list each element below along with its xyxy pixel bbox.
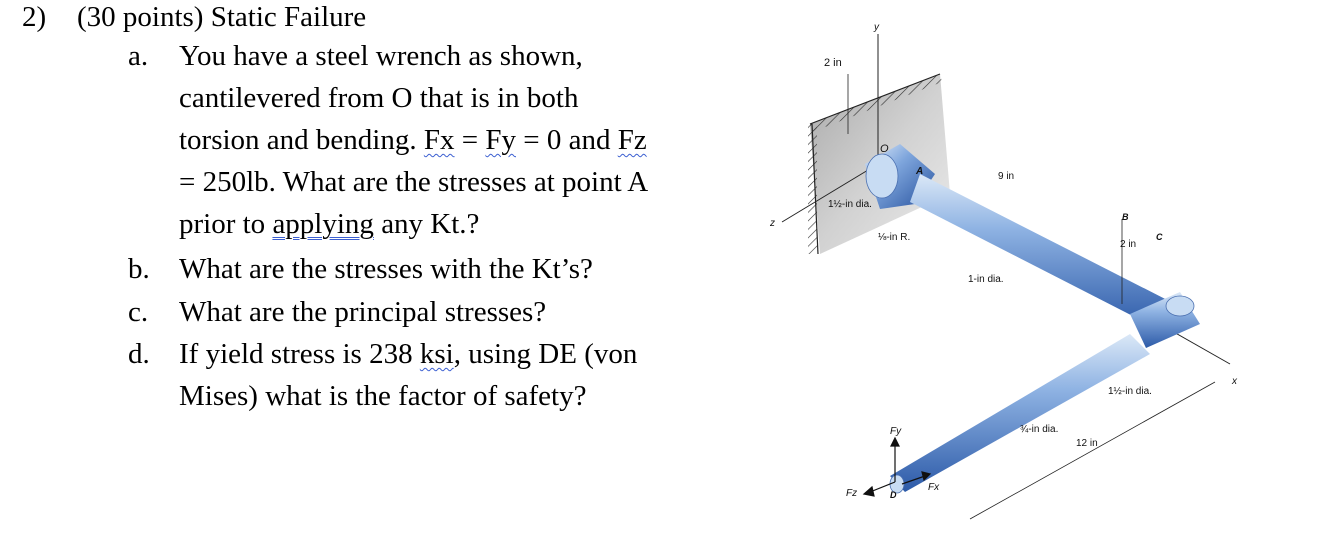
length-9in-label: 9 in — [998, 171, 1015, 182]
part-letter: a. — [128, 40, 149, 72]
length-12in-label: 12 in — [1076, 438, 1098, 449]
text-line — [179, 161, 648, 203]
point-a-label: A — [916, 166, 924, 177]
text-run: = 0 and — [516, 124, 618, 156]
spellcheck-word: Fx — [423, 124, 455, 156]
force-fy-label: Fy — [890, 426, 902, 437]
question-title: (30 points) Static Failure — [77, 1, 367, 33]
wall-offset-label: 2 in — [824, 57, 842, 69]
part-letter: d. — [128, 338, 150, 370]
dia-1-5-top-label: 1½-in dia. — [828, 199, 872, 210]
dia-1-label: 1-in dia. — [968, 274, 1004, 285]
text-run: cantilevered from O that is in both — [179, 82, 579, 114]
text-run: If yield stress is 238 — [179, 338, 420, 370]
text-line — [179, 375, 637, 417]
question-number: 2) — [22, 1, 47, 33]
text-line — [179, 248, 593, 290]
text-run: = 250lb. What are the stresses at point A — [179, 166, 649, 198]
fillet-radius-label: ⅛-in R. — [878, 232, 911, 243]
spellcheck-word: ksi — [419, 338, 454, 370]
text-run: torsion and bending. — [179, 124, 424, 156]
part-text — [179, 248, 593, 290]
force-fz-label: Fz — [846, 488, 858, 499]
text-line — [179, 119, 648, 161]
length-12in-dim-line — [970, 382, 1215, 519]
text-run: , using DE (von — [453, 338, 638, 370]
spellcheck-word: Fy — [485, 124, 516, 156]
text-run: What are the principal stresses? — [179, 296, 547, 328]
point-c-label: C — [1156, 232, 1163, 242]
spellcheck-word: Fz — [617, 124, 647, 156]
text-run: Mises) what is the factor of safety? — [179, 380, 587, 412]
text-run: You have a steel wrench as shown, — [179, 40, 583, 72]
text-line — [179, 333, 637, 375]
text-line — [179, 77, 648, 119]
force-fx-label: Fx — [928, 482, 940, 493]
part-text — [179, 291, 546, 333]
part-text — [179, 35, 648, 245]
point-o-label: O — [880, 143, 889, 155]
text-line — [179, 35, 648, 77]
text-run: prior to — [179, 208, 273, 240]
text-run: What are the stresses with the Kt’s? — [179, 253, 593, 285]
dia-0-75-label: ¾-in dia. — [1020, 424, 1059, 435]
grammar-word: applying — [272, 208, 374, 240]
text-run: = — [454, 124, 486, 156]
point-b-label: B — [1122, 212, 1129, 222]
part-letter: c. — [128, 296, 149, 328]
text-line — [179, 291, 546, 333]
text-line — [179, 203, 648, 245]
y-axis-label: y — [874, 22, 879, 33]
part-text — [179, 333, 637, 417]
part-letter: b. — [128, 253, 150, 285]
main-shaft — [865, 144, 1175, 330]
text-run: any Kt.? — [373, 208, 480, 240]
dim-2in-label: 2 in — [1120, 239, 1137, 250]
z-axis-label: z — [770, 218, 775, 229]
wrench-figure — [760, 14, 1260, 534]
point-d-label: D — [890, 490, 897, 500]
handle — [890, 334, 1150, 493]
x-axis-label: x — [1232, 376, 1237, 387]
question-heading — [22, 0, 366, 34]
dia-1-5-right-label: 1½-in dia. — [1108, 386, 1152, 397]
